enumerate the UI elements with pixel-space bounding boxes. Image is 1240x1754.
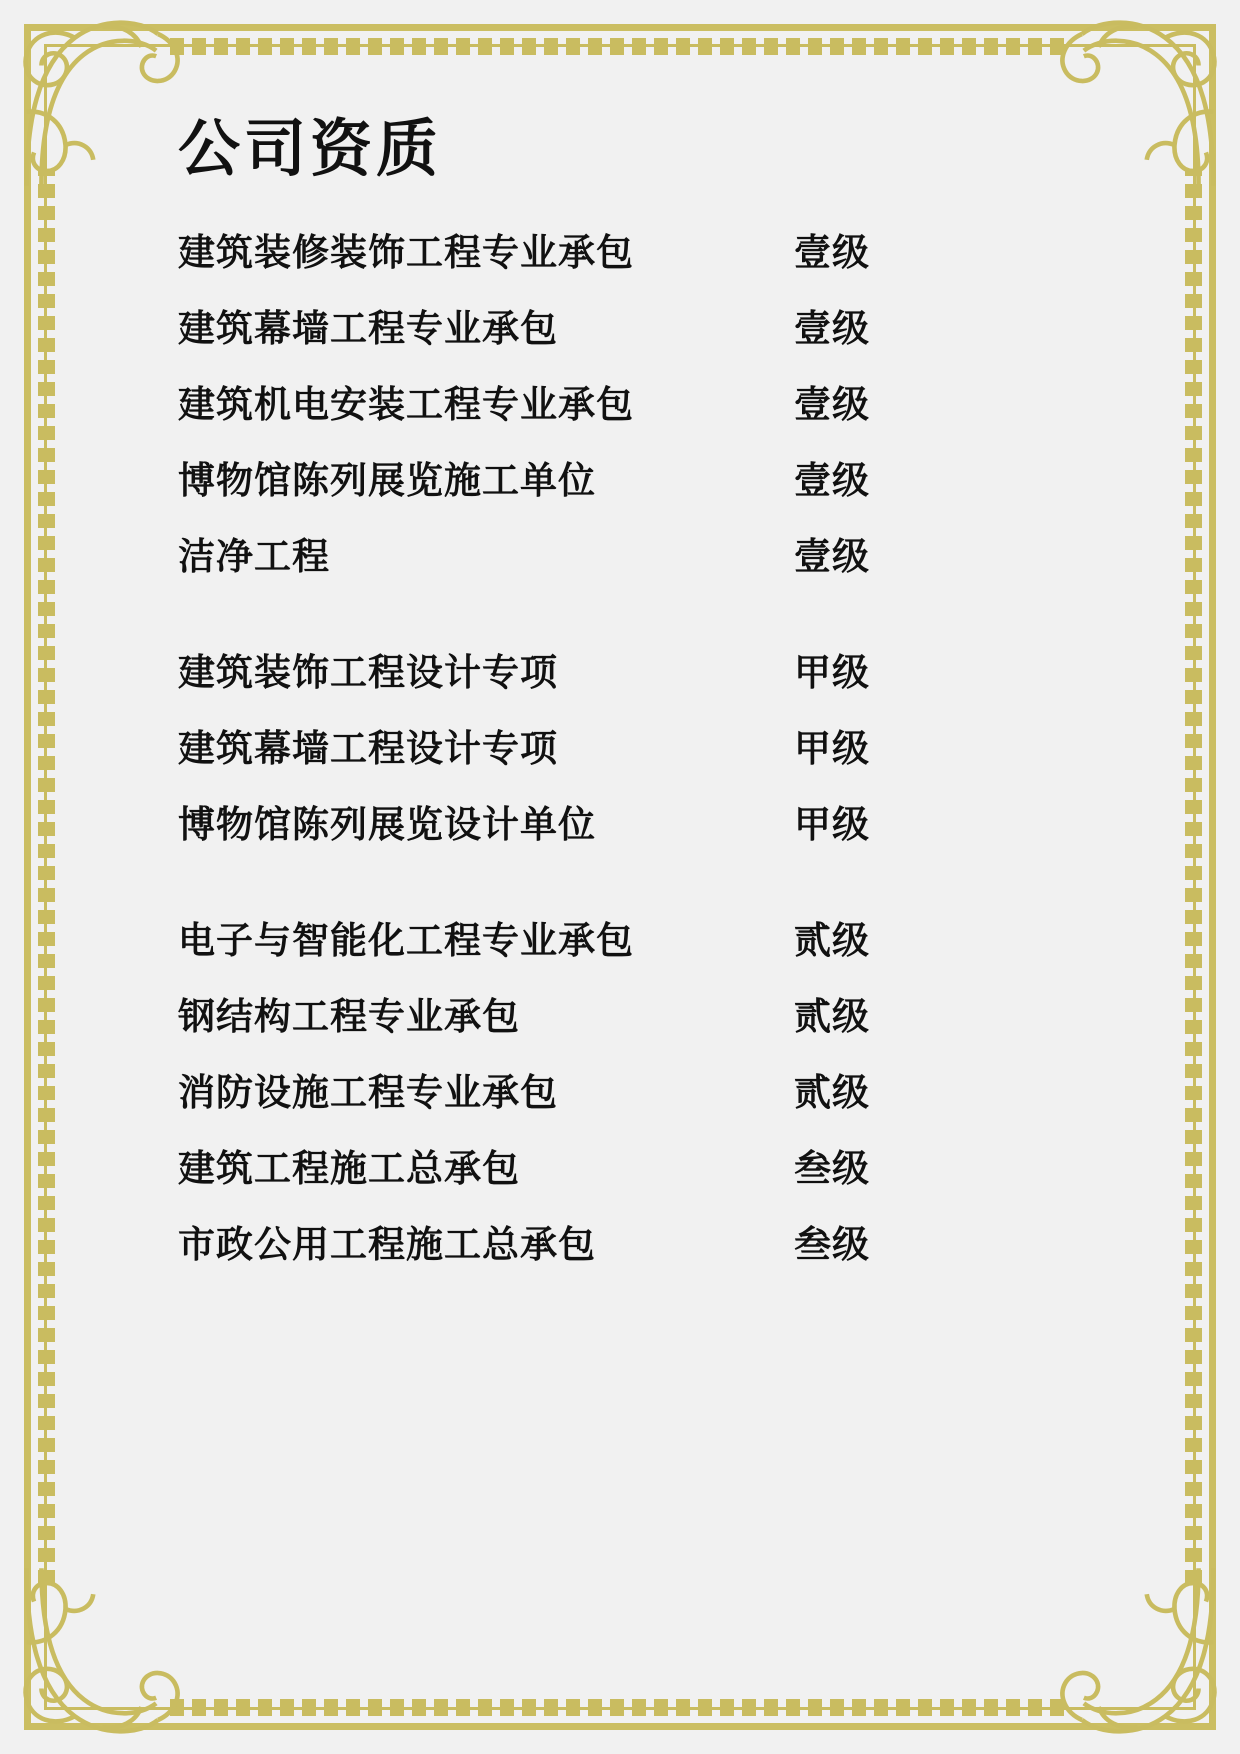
qualification-row: [178, 526, 904, 580]
qualification-level: 贰级: [794, 1070, 870, 1115]
qualification-row: [178, 1214, 904, 1268]
page-title: 公司资质: [178, 112, 443, 185]
qualification-name: 电子与智能化工程专业承包: [178, 918, 634, 963]
corner-ornament-icon: [10, 10, 195, 195]
qualification-name: 建筑幕墙工程专业承包: [178, 306, 558, 351]
qualification-level: 壹级: [794, 458, 870, 503]
qualification-level: 叁级: [794, 1146, 870, 1191]
border-band-right: [1185, 170, 1202, 1584]
qualification-row: [178, 222, 904, 276]
qualification-level: 叁级: [794, 1222, 870, 1267]
qualification-row: [178, 910, 904, 964]
qualification-row: [178, 642, 904, 696]
qualification-name: 建筑机电安装工程专业承包: [178, 382, 634, 427]
corner-ornament-icon: [10, 1559, 195, 1744]
qualification-group: [178, 642, 1120, 848]
qualification-level: 壹级: [794, 382, 870, 427]
qualification-row: [178, 450, 904, 504]
qualification-level: 壹级: [794, 534, 870, 579]
qualification-name: 洁净工程: [178, 534, 330, 579]
qualification-level: 贰级: [794, 918, 870, 963]
qualification-row: [178, 1062, 904, 1116]
qualification-level: 甲级: [794, 650, 870, 695]
qualification-level: 贰级: [794, 994, 870, 1039]
qualification-level: 壹级: [794, 306, 870, 351]
qualification-row: [178, 298, 904, 352]
border-band-bottom: [170, 1699, 1070, 1716]
qualification-level: 甲级: [794, 726, 870, 771]
qualification-level: 甲级: [794, 802, 870, 847]
qualification-name: 钢结构工程专业承包: [178, 994, 520, 1039]
qualification-row: [178, 718, 904, 772]
qualification-name: 建筑幕墙工程设计专项: [178, 726, 558, 771]
qualification-group: [178, 222, 1120, 580]
border-band-left: [38, 170, 55, 1584]
qualification-name: 建筑装修装饰工程专业承包: [178, 230, 634, 275]
qualification-row: [178, 986, 904, 1040]
qualification-level: 壹级: [794, 230, 870, 275]
document-content: [178, 112, 1120, 1634]
qualification-row: [178, 794, 904, 848]
qualification-name: 建筑装饰工程设计专项: [178, 650, 558, 695]
qualification-name: 市政公用工程施工总承包: [178, 1222, 596, 1267]
qualification-row: [178, 1138, 904, 1192]
qualification-row: [178, 374, 904, 428]
qualification-group: [178, 910, 1120, 1268]
qualification-name: 消防设施工程专业承包: [178, 1070, 558, 1115]
qualification-name: 博物馆陈列展览设计单位: [178, 802, 596, 847]
border-band-top: [170, 38, 1070, 55]
qualification-name: 博物馆陈列展览施工单位: [178, 458, 596, 503]
qualification-name: 建筑工程施工总承包: [178, 1146, 520, 1191]
